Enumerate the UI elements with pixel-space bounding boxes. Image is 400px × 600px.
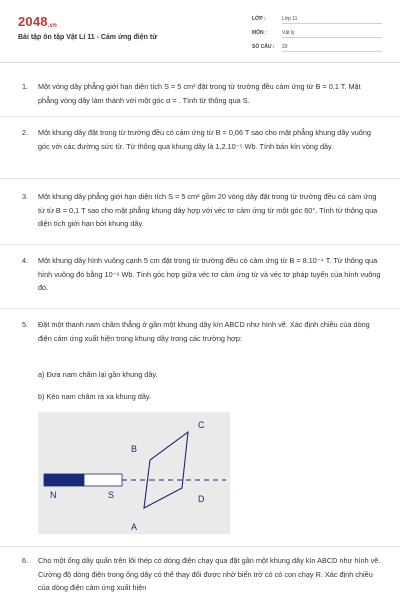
label-N: N — [50, 490, 57, 500]
question-number: 3. — [22, 192, 29, 201]
question-text: Một vòng dây phẳng giới hạn diện tích S = 5 cm² đặt trong từ trường đều cảm ứng từ B = 0,1 T. Mặt phẳng vòng dây làm thành với một góc α = . Tính từ thông qua S. — [38, 82, 361, 105]
divider — [0, 244, 400, 245]
q5-option-a: a) Đưa nam châm lại gần khung dây. — [38, 370, 158, 379]
document-title: Bài tập ôn tập Vật Lí 11 - Cảm ứng điện từ — [18, 34, 158, 41]
question-text: Một khung dây hình vuông cạnh 5 cm đặt trong từ trường đều có cảm ứng từ B = 8.10⁻⁴ T. Từ thông qua hình vuông đó bằng 10⁻⁶ Wb. Tính góc hợp giữa véc tơ cảm ứng từ và véc tơ pháp tuyến của hình vuông đó. — [38, 256, 381, 292]
page-header — [0, 0, 400, 63]
meta-class-row — [252, 16, 382, 24]
magnet-north-half — [44, 474, 84, 486]
meta-count-row — [252, 44, 382, 52]
meta-subject-row — [252, 30, 382, 38]
question-number: 1. — [22, 82, 29, 91]
meta-class-value: Lớp 11 — [282, 16, 382, 24]
meta-subject-label: MÔN : — [252, 30, 267, 36]
question-text: Cho một ống dây quấn trên lõi thép có dòng điện chạy qua đặt gần một khung dây kín ABCD như hình vẽ. Cường độ dòng điện trong ống dây có thể thay đổi được nhờ biến trở có có con chạy R. Xác định chiều của dòng điện cảm ứng xuất hiện — [38, 556, 381, 592]
divider — [0, 308, 400, 309]
logo-text: 2048 — [18, 14, 48, 29]
question-text: Một khung dây phẳng giới hạn diện tích S = 5 cm² gồm 20 vòng dây đặt trong từ trường đều có cảm ứng từ từ B = 0,1 T sao cho mặt phẳng khung dây hợp với véc tơ cảm ứng từ một góc 60°. Tính từ thông qua diện tích giới hạn bởi khung dây. — [38, 192, 378, 228]
label-D: D — [198, 494, 205, 504]
divider — [0, 116, 400, 117]
question-4 — [22, 254, 382, 295]
label-A: A — [131, 522, 138, 532]
question-number: 2. — [22, 128, 29, 137]
question-number: 5. — [22, 320, 29, 329]
site-logo[interactable] — [18, 14, 57, 29]
meta-class-label: LỚP : — [252, 16, 266, 22]
question-text: Một khung dây đặt trong từ trường đều có cảm ứng từ B = 0,06 T sao cho mặt phẳng khung dây vuông góc với các đường sức từ. Từ thông qua khung dây là 1,2.10⁻⁵ Wb. Tính bán kín vòng dây. — [38, 128, 371, 151]
meta-count-label: SỐ CÂU : — [252, 44, 275, 50]
logo-suffix: .vn — [47, 23, 58, 29]
q5-option-b: b) Kéo nam châm ra xa khung dây. — [38, 392, 152, 401]
label-S: S — [108, 490, 115, 500]
question-text: Đặt một thanh nam châm thẳng ở gần một khung dây kín ABCD như hình vẽ. Xác định chiều của dòng điện cảm ứng xuất hiện trong khung dây trong các trường hợp: — [38, 320, 370, 343]
question-5 — [22, 318, 382, 345]
question-number: 4. — [22, 256, 29, 265]
divider — [0, 178, 400, 179]
label-B: B — [131, 444, 138, 454]
label-C: C — [198, 420, 205, 430]
question-6 — [22, 554, 382, 595]
magnet-south-half — [84, 474, 122, 486]
question-number: 6. — [22, 556, 29, 565]
meta-count-value: 20 — [282, 44, 382, 52]
meta-subject-value: Vật lý — [282, 30, 382, 38]
question-1 — [22, 80, 382, 107]
question-3 — [22, 190, 382, 231]
question-2 — [22, 126, 382, 153]
coil-frame — [144, 432, 188, 508]
magnet-coil-diagram — [38, 412, 230, 534]
diagram-figure — [38, 412, 230, 534]
divider — [0, 546, 400, 547]
